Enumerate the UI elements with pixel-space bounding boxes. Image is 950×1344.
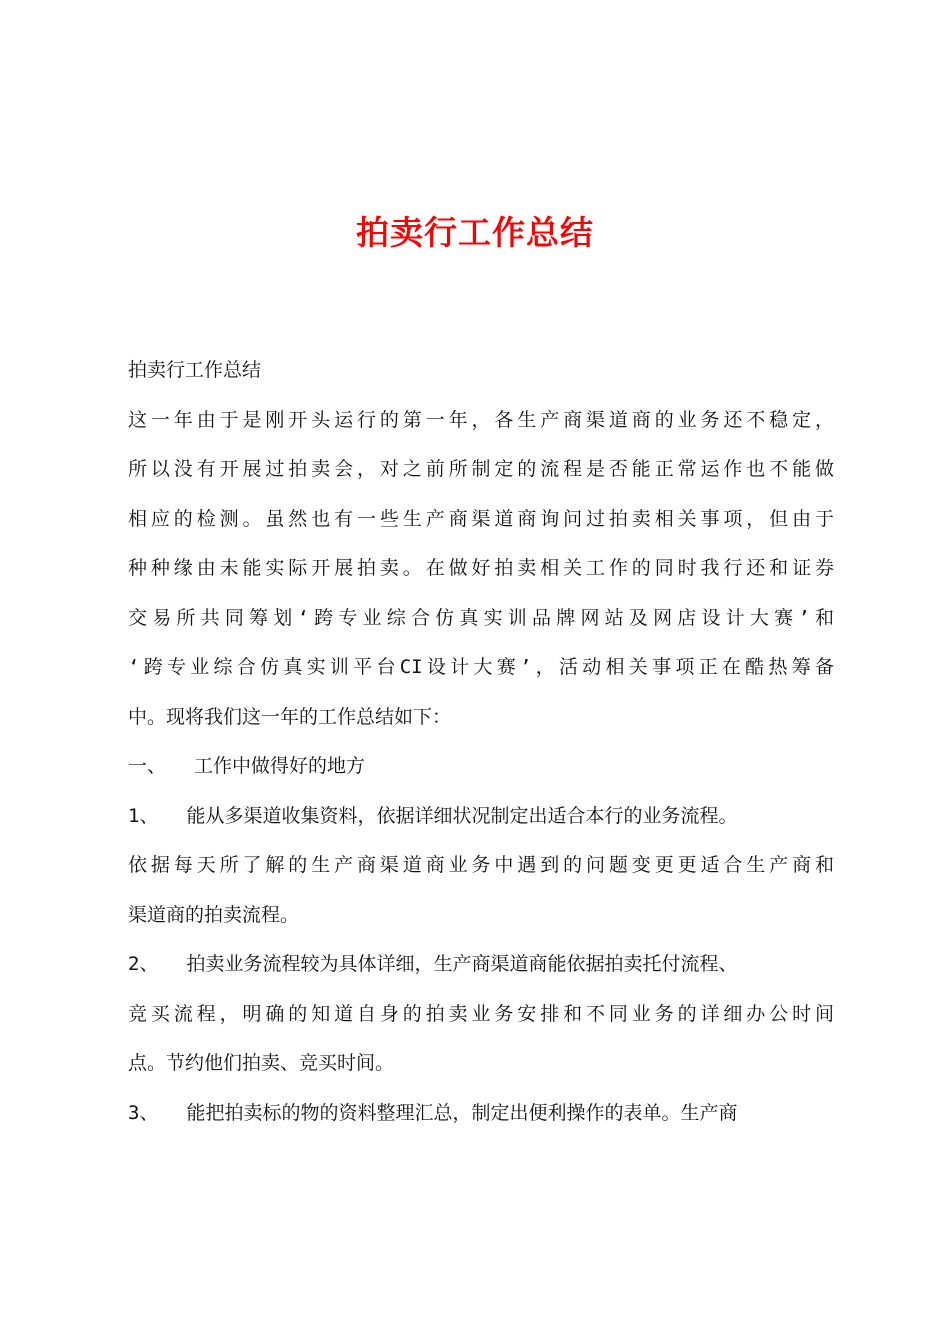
document-title: 拍卖行工作总结 xyxy=(356,213,594,252)
paragraph-heading: 拍卖行工作总结 xyxy=(128,359,262,381)
document-body xyxy=(128,346,834,1138)
text-line: ‘跨专业综合仿真实训平台CI设计大赛’，活动相关事项正在酷热筹备 xyxy=(128,656,834,678)
item-number: 1、 xyxy=(128,804,159,827)
item-text: 能把拍卖标的物的资料整理汇总，制定出便利操作的表单。生产商 xyxy=(186,1101,738,1124)
item-number: 3、 xyxy=(128,1101,159,1124)
text-line: 这一年由于是刚开头运行的第一年，各生产商渠道商的业务还不稳定， xyxy=(128,408,834,431)
text-line: 渠道商的拍卖流程。 xyxy=(128,903,300,926)
text-line: 中。现将我们这一年的工作总结如下： xyxy=(128,705,452,728)
text-line: 点。节约他们拍卖、竞买时间。 xyxy=(128,1052,395,1074)
item-text: 能从多渠道收集资料，依据详细状况制定出适合本行的业务流程。 xyxy=(186,804,738,827)
section-heading-text: 工作中做得好的地方 xyxy=(194,755,366,777)
text-line: 相应的检测。虽然也有一些生产商渠道商询问过拍卖相关事项，但由于 xyxy=(128,507,834,530)
list-item-1 xyxy=(128,792,834,842)
text-line: 种种缘由未能实际开展拍卖。在做好拍卖相关工作的同时我行还和证券 xyxy=(128,557,834,579)
item-number: 2、 xyxy=(128,953,159,975)
list-item-2 xyxy=(128,940,834,990)
text-line: 交易所共同筹划‘跨专业综合仿真实训品牌网站及网店设计大赛’和 xyxy=(128,606,834,629)
section-heading xyxy=(128,742,834,792)
section-number: 一、 xyxy=(128,755,167,777)
text-line: 所以没有开展过拍卖会，对之前所制定的流程是否能正常运作也不能做 xyxy=(128,458,834,480)
text-line: 竞买流程，明确的知道自身的拍卖业务安排和不同业务的详细办公时间 xyxy=(128,1002,834,1025)
item-text: 拍卖业务流程较为具体详细，生产商渠道商能依据拍卖托付流程、 xyxy=(186,953,738,975)
list-item-3 xyxy=(128,1089,834,1139)
text-line: 依据每天所了解的生产商渠道商业务中遇到的问题变更更适合生产商和 xyxy=(128,854,834,876)
